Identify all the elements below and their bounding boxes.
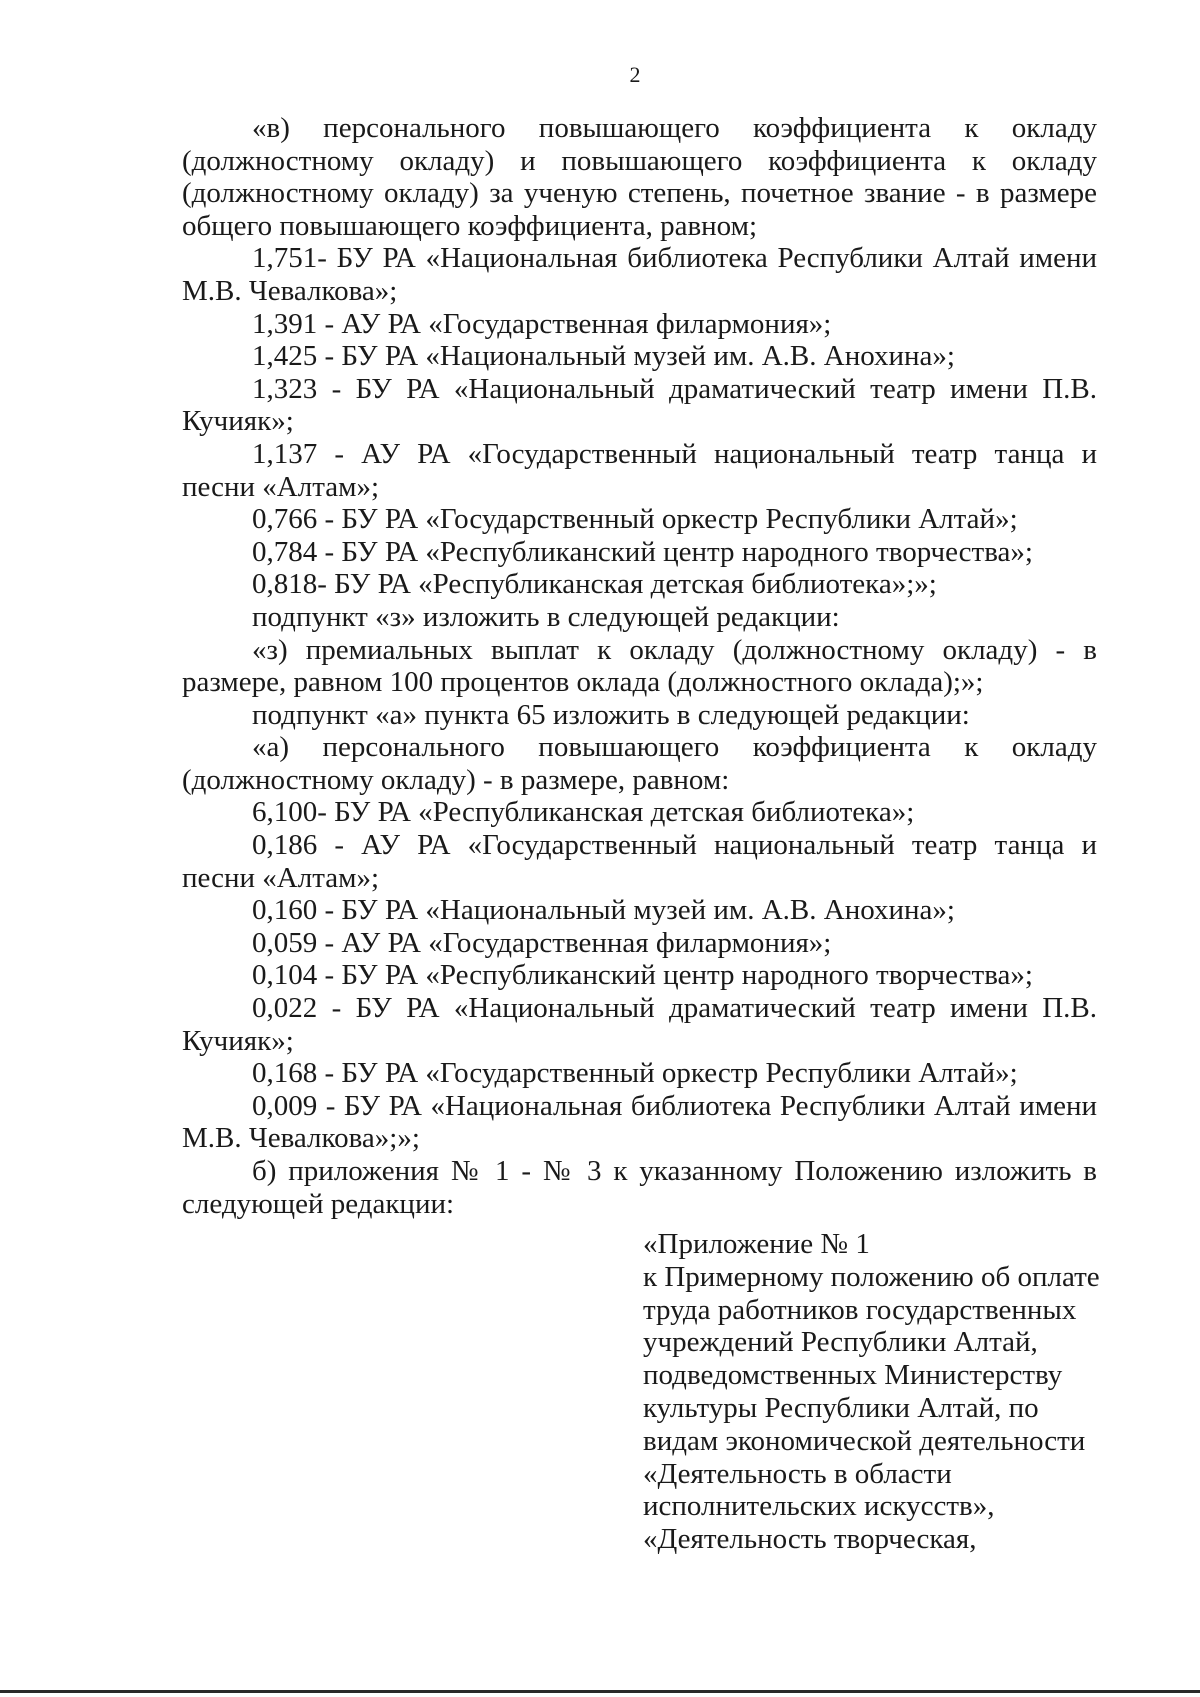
paragraph-philharmonic-2: 0,059 - АУ РА «Государственная филармония»; (252, 926, 832, 959)
paragraph-national-library-2: 0,009 - БУ РА «Национальная библиотека Республики Алтай имени М.В. Чевалкова»;»; (182, 1089, 1097, 1155)
paragraph-personal-coefficient: «а) персонального повышающего коэффициента к окладу (должностному окладу) - в размере, равном: (182, 731, 1097, 796)
paragraph-subpoint-z-heading: подпункт «з» изложить в следующей редакции: (252, 600, 840, 633)
appendix-line: к Примерному положению об оплате (643, 1260, 1100, 1293)
paragraph-drama-theatre: 1,323 - БУ РА «Национальный драматический театр имени П.В. Кучияк»; (182, 372, 1097, 438)
paragraph-philharmonic: 1,391 - АУ РА «Государственная филармония»; (252, 307, 832, 340)
appendix-line: культуры Республики Алтай, по (643, 1391, 1039, 1424)
paragraph-folk-center-2: 0,104 - БУ РА «Республиканский центр народного творчества»; (252, 959, 1033, 992)
paragraph-orchestra-2: 0,168 - БУ РА «Государственный оркестр Республики Алтай»; (252, 1057, 1018, 1090)
paragraph-dance-theatre: 1,137 - АУ РА «Государственный национальный театр танца и песни «Алтам»; (182, 437, 1097, 503)
appendix-line: учреждений Республики Алтай, (643, 1326, 1038, 1359)
appendix-line: исполнительских искусств», (643, 1490, 995, 1523)
paragraph-dance-theatre-2: 0,186 - АУ РА «Государственный национальный театр танца и песни «Алтам»; (182, 829, 1097, 894)
paragraph-national-library: 1,751- БУ РА «Национальная библиотека Республики Алтай имени М.В. Чевалкова»; (182, 242, 1097, 307)
appendix-line: подведомственных Министерству (643, 1359, 1063, 1392)
document-body (182, 112, 1097, 1220)
paragraph-orchestra: 0,766 - БУ РА «Государственный оркестр Республики Алтай»; (252, 503, 1018, 536)
appendix-line: «Деятельность в области (643, 1457, 952, 1490)
paragraph-children-library: 0,818- БУ РА «Республиканская детская библиотека»;»; (252, 568, 937, 601)
paragraph-children-library-2: 6,100- БУ РА «Республиканская детская библиотека»; (252, 796, 915, 829)
appendix-line: труда работников государственных (643, 1293, 1077, 1326)
paragraph-drama-theatre-2: 0,022 - БУ РА «Национальный драматический театр имени П.В. Кучияк»; (182, 992, 1097, 1057)
appendix-line: «Деятельность творческая, (643, 1523, 977, 1556)
paragraph-national-museum: 1,425 - БУ РА «Национальный музей им. А.В. Анохина»; (252, 340, 955, 373)
page-bottom-border (0, 1690, 1200, 1693)
paragraph-appendices-statement: б) приложения № 1 - № 3 к указанному Положению изложить в следующей редакции: (182, 1155, 1097, 1220)
appendix-line: «Приложение № 1 (643, 1228, 870, 1260)
paragraph-subpoint-a-heading: подпункт «а» пункта 65 изложить в следующей редакции: (252, 698, 970, 731)
paragraph-folk-center: 0,784 - БУ РА «Республиканский центр народного творчества»; (252, 535, 1033, 568)
paragraph-national-museum-2: 0,160 - БУ РА «Национальный музей им. А.В. Анохина»; (252, 894, 955, 927)
appendix-header (643, 1228, 1103, 1556)
paragraph-coefficient-intro: «в) персонального повышающего коэффициента к окладу (должностному окладу) и повышающего коэффициента к окладу (должностному окладу) за ученую степень, почетное звание - в размере общего повышающего коэффициента, равном; (182, 112, 1097, 242)
paragraph-premium-payments: «з) премиальных выплат к окладу (должностному окладу) - в размере, равном 100 процентов оклада (должностного оклада);»; (182, 633, 1097, 699)
page-number: 2 (629, 62, 641, 87)
appendix-line: видам экономической деятельности (643, 1424, 1086, 1457)
